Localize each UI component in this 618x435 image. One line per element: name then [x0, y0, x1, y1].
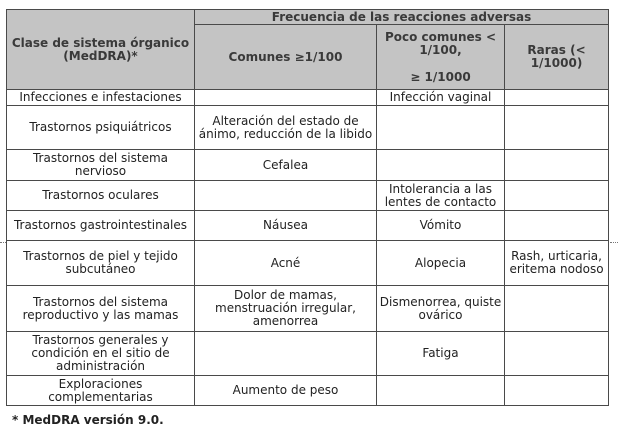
table-row [7, 90, 609, 106]
header-organ-class: Clase de sistema órganico (MedDRA)* [7, 10, 195, 90]
soc-cell: Trastornos generales y condición en el sitio de administración [7, 332, 195, 376]
adverse-reactions-table [6, 9, 609, 406]
table-row [7, 332, 609, 376]
rare-cell [505, 211, 609, 241]
rare-cell: Rash, urticaria, eritema nodoso [505, 241, 609, 286]
table-row [7, 376, 609, 406]
header-uncommon-line1: Poco comunes < [384, 29, 497, 44]
uncommon-cell: Intolerancia a las lentes de contacto [377, 181, 505, 211]
table-row [7, 211, 609, 241]
common-cell: Dolor de mamas, menstruación irregular, amenorrea [195, 286, 377, 332]
soc-cell: Trastornos gastrointestinales [7, 211, 195, 241]
common-cell [195, 181, 377, 211]
soc-cell: Trastornos de piel y tejido subcutáneo [7, 241, 195, 286]
common-cell: Cefalea [195, 150, 377, 181]
rare-cell [505, 332, 609, 376]
uncommon-cell [377, 150, 505, 181]
common-cell [195, 90, 377, 106]
uncommon-cell [377, 106, 505, 150]
common-cell: Aumento de peso [195, 376, 377, 406]
soc-cell: Trastornos psiquiátricos [7, 106, 195, 150]
header-uncommon-line2: 1/100, [419, 42, 462, 57]
uncommon-cell [377, 376, 505, 406]
table-row [7, 286, 609, 332]
header-common: Comunes ≥1/100 [195, 25, 377, 90]
uncommon-cell: Dismenorrea, quiste ovárico [377, 286, 505, 332]
rare-cell [505, 90, 609, 106]
header-uncommon-line3: ≥ 1/1000 [410, 69, 471, 84]
footnote: * MedDRA versión 9.0. [12, 413, 164, 427]
header-uncommon [377, 25, 505, 90]
uncommon-cell: Vómito [377, 211, 505, 241]
rare-cell [505, 181, 609, 211]
table-row [7, 241, 609, 286]
soc-cell: Trastornos del sistema reproductivo y las mamas [7, 286, 195, 332]
common-cell [195, 332, 377, 376]
table-row [7, 181, 609, 211]
header-rare: Raras (< 1/1000) [505, 25, 609, 90]
table-row [7, 150, 609, 181]
soc-cell: Infecciones e infestaciones [7, 90, 195, 106]
rare-cell [505, 376, 609, 406]
rare-cell [505, 286, 609, 332]
table-row [7, 106, 609, 150]
common-cell: Náusea [195, 211, 377, 241]
uncommon-cell: Fatiga [377, 332, 505, 376]
soc-cell: Trastornos del sistema nervioso [7, 150, 195, 181]
common-cell: Acné [195, 241, 377, 286]
dotted-divider-right [610, 242, 618, 243]
header-frequency-group: Frecuencia de las reacciones adversas [195, 10, 609, 25]
soc-cell: Trastornos oculares [7, 181, 195, 211]
uncommon-cell: Alopecia [377, 241, 505, 286]
rare-cell [505, 106, 609, 150]
uncommon-cell: Infección vaginal [377, 90, 505, 106]
rare-cell [505, 150, 609, 181]
common-cell: Alteración del estado de ánimo, reducción de la libido [195, 106, 377, 150]
soc-cell: Exploraciones complementarias [7, 376, 195, 406]
